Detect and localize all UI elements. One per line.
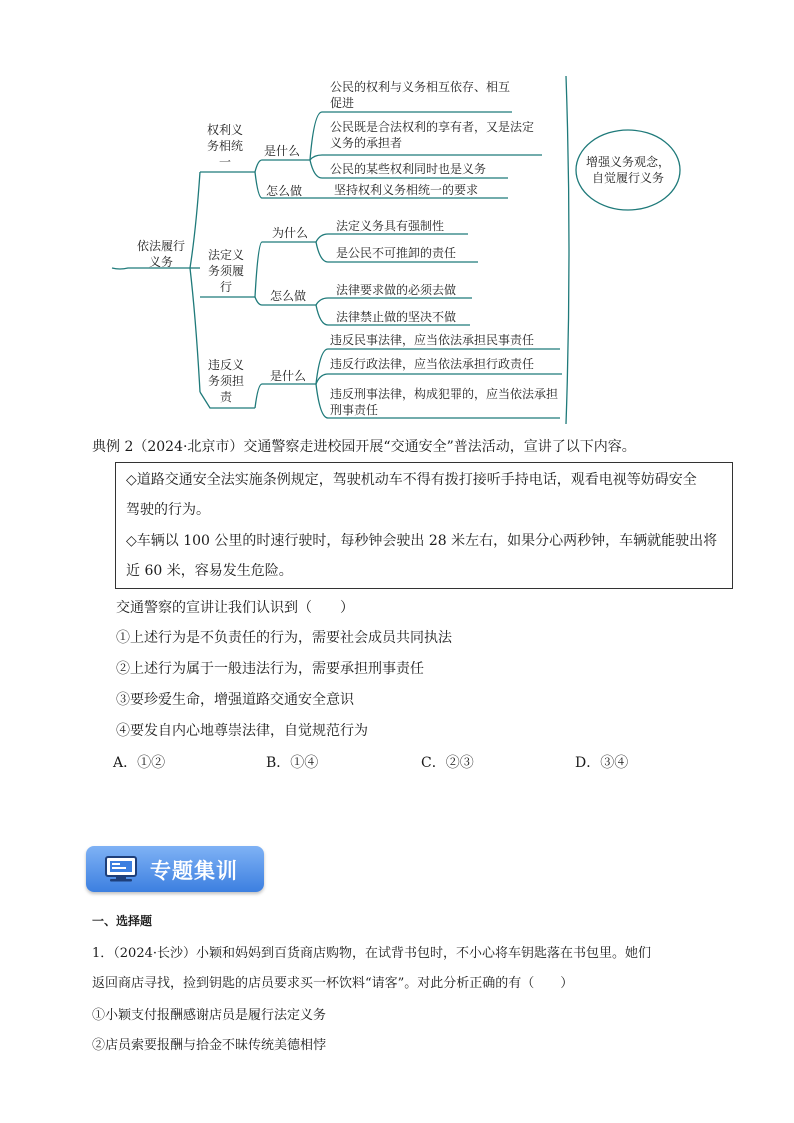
- branch2-item-3: 法律要求做的必须去做: [336, 283, 457, 297]
- branch3-label: 违反义务须担责: [207, 358, 244, 404]
- box-line-4: 近 60 米，容易发生危险。: [126, 563, 293, 579]
- statement-2: ②上述行为属于一般违法行为，需要承担刑事责任: [116, 661, 424, 677]
- q1-line-2: 返回商店寻找，捡到钥匙的店员要求买一杯饮料“请客”。对此分析正确的有（ ）: [92, 976, 574, 991]
- box-line-2: 驾驶的行为。: [126, 502, 210, 518]
- example-question: 交通警察的宣讲让我们认识到（ ）: [116, 600, 354, 616]
- example-heading: 典例 2（2024·北京市）交通警察走进校园开展“交通安全”普法活动，宣讲了以下内容。: [92, 439, 636, 455]
- monitor-icon: [104, 855, 138, 883]
- branch2-sub2: 怎么做: [270, 289, 307, 303]
- branch3-item-1: 违反民事法律，应当依法承担民事责任: [330, 333, 535, 347]
- branch1-item-2: 公民既是合法权利的享有者，又是法定义务的承担者: [330, 120, 535, 150]
- example-box: [115, 462, 733, 589]
- branch2-item-2: 是公民不可推卸的责任: [336, 246, 457, 260]
- branch1-item-3: 公民的某些权利同时也是义务: [330, 162, 487, 176]
- branch2-label: 法定义务须履行: [207, 248, 244, 294]
- branch2-item-1: 法定义务具有强制性: [336, 219, 445, 233]
- branch1-item-1: 公民的权利与义务相互依存、相互促进: [330, 80, 511, 110]
- branch2-item-4: 法律禁止做的坚决不做: [336, 310, 457, 324]
- q1-statement-2: ②店员索要报酬与拾金不昧传统美德相悖: [92, 1038, 327, 1053]
- statement-3: ③要珍爱生命，增强道路交通安全意识: [116, 692, 354, 708]
- q1-line-1: 1．（2024·长沙）小颖和妈妈到百货商店购物，在试背书包时，不小心将车钥匙落在书包里。她们: [92, 946, 651, 961]
- box-line-1: ◇道路交通安全法实施条例规定，驾驶机动车不得有拨打接听手持电话，观看电视等妨碍安全: [126, 472, 697, 488]
- option-c[interactable]: C．②③: [421, 755, 474, 771]
- branch3-item-2: 违反行政法律，应当依法承担行政责任: [330, 357, 535, 371]
- statement-4: ④要发自内心地尊崇法律，自觉规范行为: [116, 723, 368, 739]
- q1-statement-1: ①小颖支付报酬感谢店员是履行法定义务: [92, 1008, 327, 1023]
- branch3-sub1: 是什么: [270, 369, 307, 383]
- option-d[interactable]: D．③④: [575, 755, 629, 771]
- branch2-sub1: 为什么: [272, 226, 309, 240]
- branch1-item-4: 坚持权利义务相统一的要求: [334, 183, 479, 197]
- branch3-item-3: 违反刑事法律，构成犯罪的，应当依法承担刑事责任: [330, 387, 559, 417]
- section-banner: [86, 846, 264, 892]
- option-a[interactable]: A．①②: [113, 755, 166, 771]
- section-heading: 一、选择题: [92, 914, 153, 928]
- branch1-sub1: 是什么: [264, 144, 301, 158]
- branch1-sub2: 怎么做: [266, 184, 303, 198]
- branch1-label: 权利义务相统一: [206, 123, 243, 169]
- summary-node: 增强义务观念，自觉履行义务: [585, 155, 670, 185]
- banner-title: 专题集训: [150, 859, 238, 883]
- statement-1: ①上述行为是不负责任的行为，需要社会成员共同执法: [116, 630, 452, 646]
- box-line-3: ◇车辆以 100 公里的时速行驶时，每秒钟会驶出 28 米左右，如果分心两秒钟，车辆就能驶出将: [126, 533, 718, 549]
- option-b[interactable]: B．①④: [266, 755, 319, 771]
- mindmap-root: 依法履行义务: [136, 239, 185, 269]
